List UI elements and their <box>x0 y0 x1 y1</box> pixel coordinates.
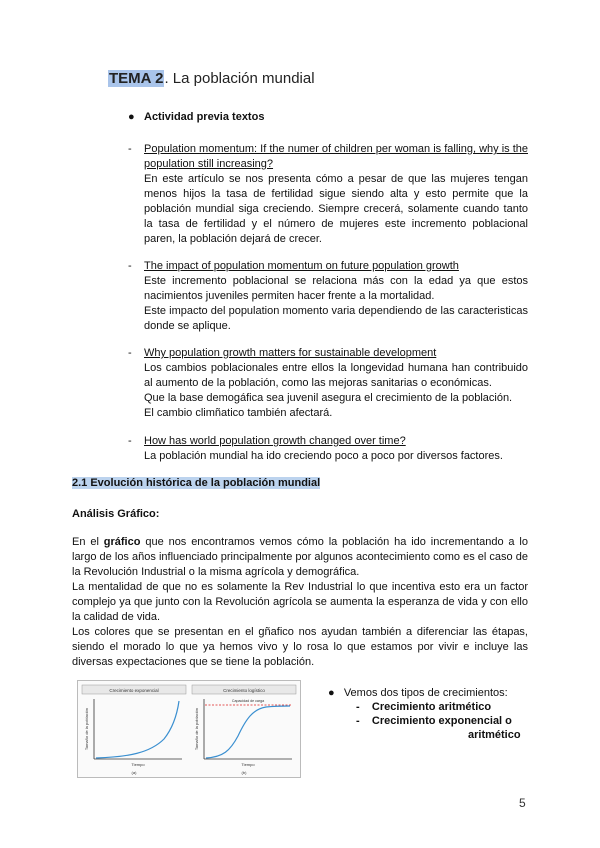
right-y-label: Tamaño de la población <box>194 707 199 751</box>
list-item-continued: aritmético <box>468 729 521 741</box>
list-item: ● Vemos dos tipos de crecimientos: <box>328 687 508 699</box>
item-text: Que la base demogáfica sea juvenil asegura el crecimiento de la población. <box>144 392 513 404</box>
capacity-label: Capacidad de carga <box>231 699 265 703</box>
right-panel-title: Crecimiento logístico <box>223 688 265 693</box>
dash-marker: - <box>128 347 132 359</box>
item-text: El cambio climñatico también afectará. <box>144 407 333 419</box>
logistic-curve <box>206 706 290 758</box>
paragraph: En el gráfico que nos encontramos vemos cómo la población ha ido incrementando a lo largo de los años influenciado principalmente por algunos acontecimiento como es el caso de la Revolución Industrial o la misma agrícola y demográfica. <box>72 536 528 578</box>
left-y-label: Tamaño de la población <box>84 707 89 751</box>
right-sublabel: (b) <box>241 770 247 775</box>
page-title <box>108 70 315 87</box>
left-panel-title: Crecimiento exponencial <box>109 688 159 693</box>
article-link[interactable]: Why population growth matters for sustainable development <box>144 347 437 359</box>
title-rest: . La población mundial <box>164 70 315 87</box>
analysis-paragraphs <box>72 535 528 670</box>
list-item: - Crecimiento aritmético <box>356 701 492 713</box>
dash-marker: - <box>128 435 132 447</box>
item-text: Este impacto del population momento varia dependiendo de las caracteristicas donde se aplique. <box>144 305 528 332</box>
growth-figure <box>77 680 301 778</box>
list-item <box>128 259 528 334</box>
article-link[interactable]: Population momentum: If the numer of children per woman is falling, why is the population still increasing? <box>144 143 528 170</box>
dash-marker: - <box>128 260 132 272</box>
list-item <box>128 142 528 247</box>
activity-heading <box>128 111 264 123</box>
item-text: La población mundial ha ido creciendo poco a poco por diversos factores. <box>144 450 503 462</box>
left-sublabel: (a) <box>131 770 137 775</box>
activity-label: Actividad previa textos <box>144 111 265 123</box>
analysis-heading: Análisis Gráfico: <box>72 508 160 520</box>
article-link[interactable]: The impact of population momentum on future population growth <box>144 260 459 272</box>
paragraph: Los colores que se presentan en el gñafico nos ayudan también a diferenciar las étapas, siendo el morado lo que ya hemos vivo y lo rosa lo que estamos por vivir e incluye las diversas expectaciones que se tiene la población. <box>72 626 528 668</box>
growth-graphs <box>78 681 300 777</box>
item-text: En este artículo se nos presenta cómo a pesar de que las mujeres tengan menos hijos la tasa de fertilidad sigue siendo alta y esto permite que la población mundial siga creciendo. Siempre crecerá, solamente cuando tanto la tasa de fertilidad y el número de mujeres este incremento poblacional paren, la población dejará de crecer. <box>144 173 528 245</box>
dash-marker: - <box>356 701 360 713</box>
dash-marker: - <box>356 715 360 727</box>
right-x-label: Tiempo <box>241 762 255 767</box>
list-item <box>128 434 528 464</box>
paragraph: La mentalidad de que no es solamente la Rev Industrial lo que incentiva esto era un factor complejo ya que junto con la Revolución agrícola se aumenta la esperanza de vida y con ello la calidad de vida. <box>72 581 528 623</box>
title-tema: TEMA 2 <box>109 70 164 87</box>
dash-marker: - <box>128 143 132 155</box>
list-item <box>128 346 528 421</box>
item-text: Este incremento poblacional se relaciona más con la edad ya que estos nacimientos juveniles permiten hacer frente a la mortalidad. <box>144 275 528 302</box>
left-x-label: Tiempo <box>131 762 145 767</box>
list-item: - Crecimiento exponencial o <box>356 715 512 727</box>
article-link[interactable]: How has world population growth changed over time? <box>144 435 406 447</box>
bullet-icon: ● <box>128 111 135 123</box>
item-text: Los cambios poblacionales entre ellos la longevidad humana han contribuido al aumento de la población, como las mejoras sanitarias o económicas. <box>144 362 528 389</box>
page-number: 5 <box>519 796 526 810</box>
bullet-icon: ● <box>328 687 335 699</box>
section-heading: 2.1 Evolución histórica de la población mundial <box>72 477 321 489</box>
exponential-curve <box>96 701 179 758</box>
